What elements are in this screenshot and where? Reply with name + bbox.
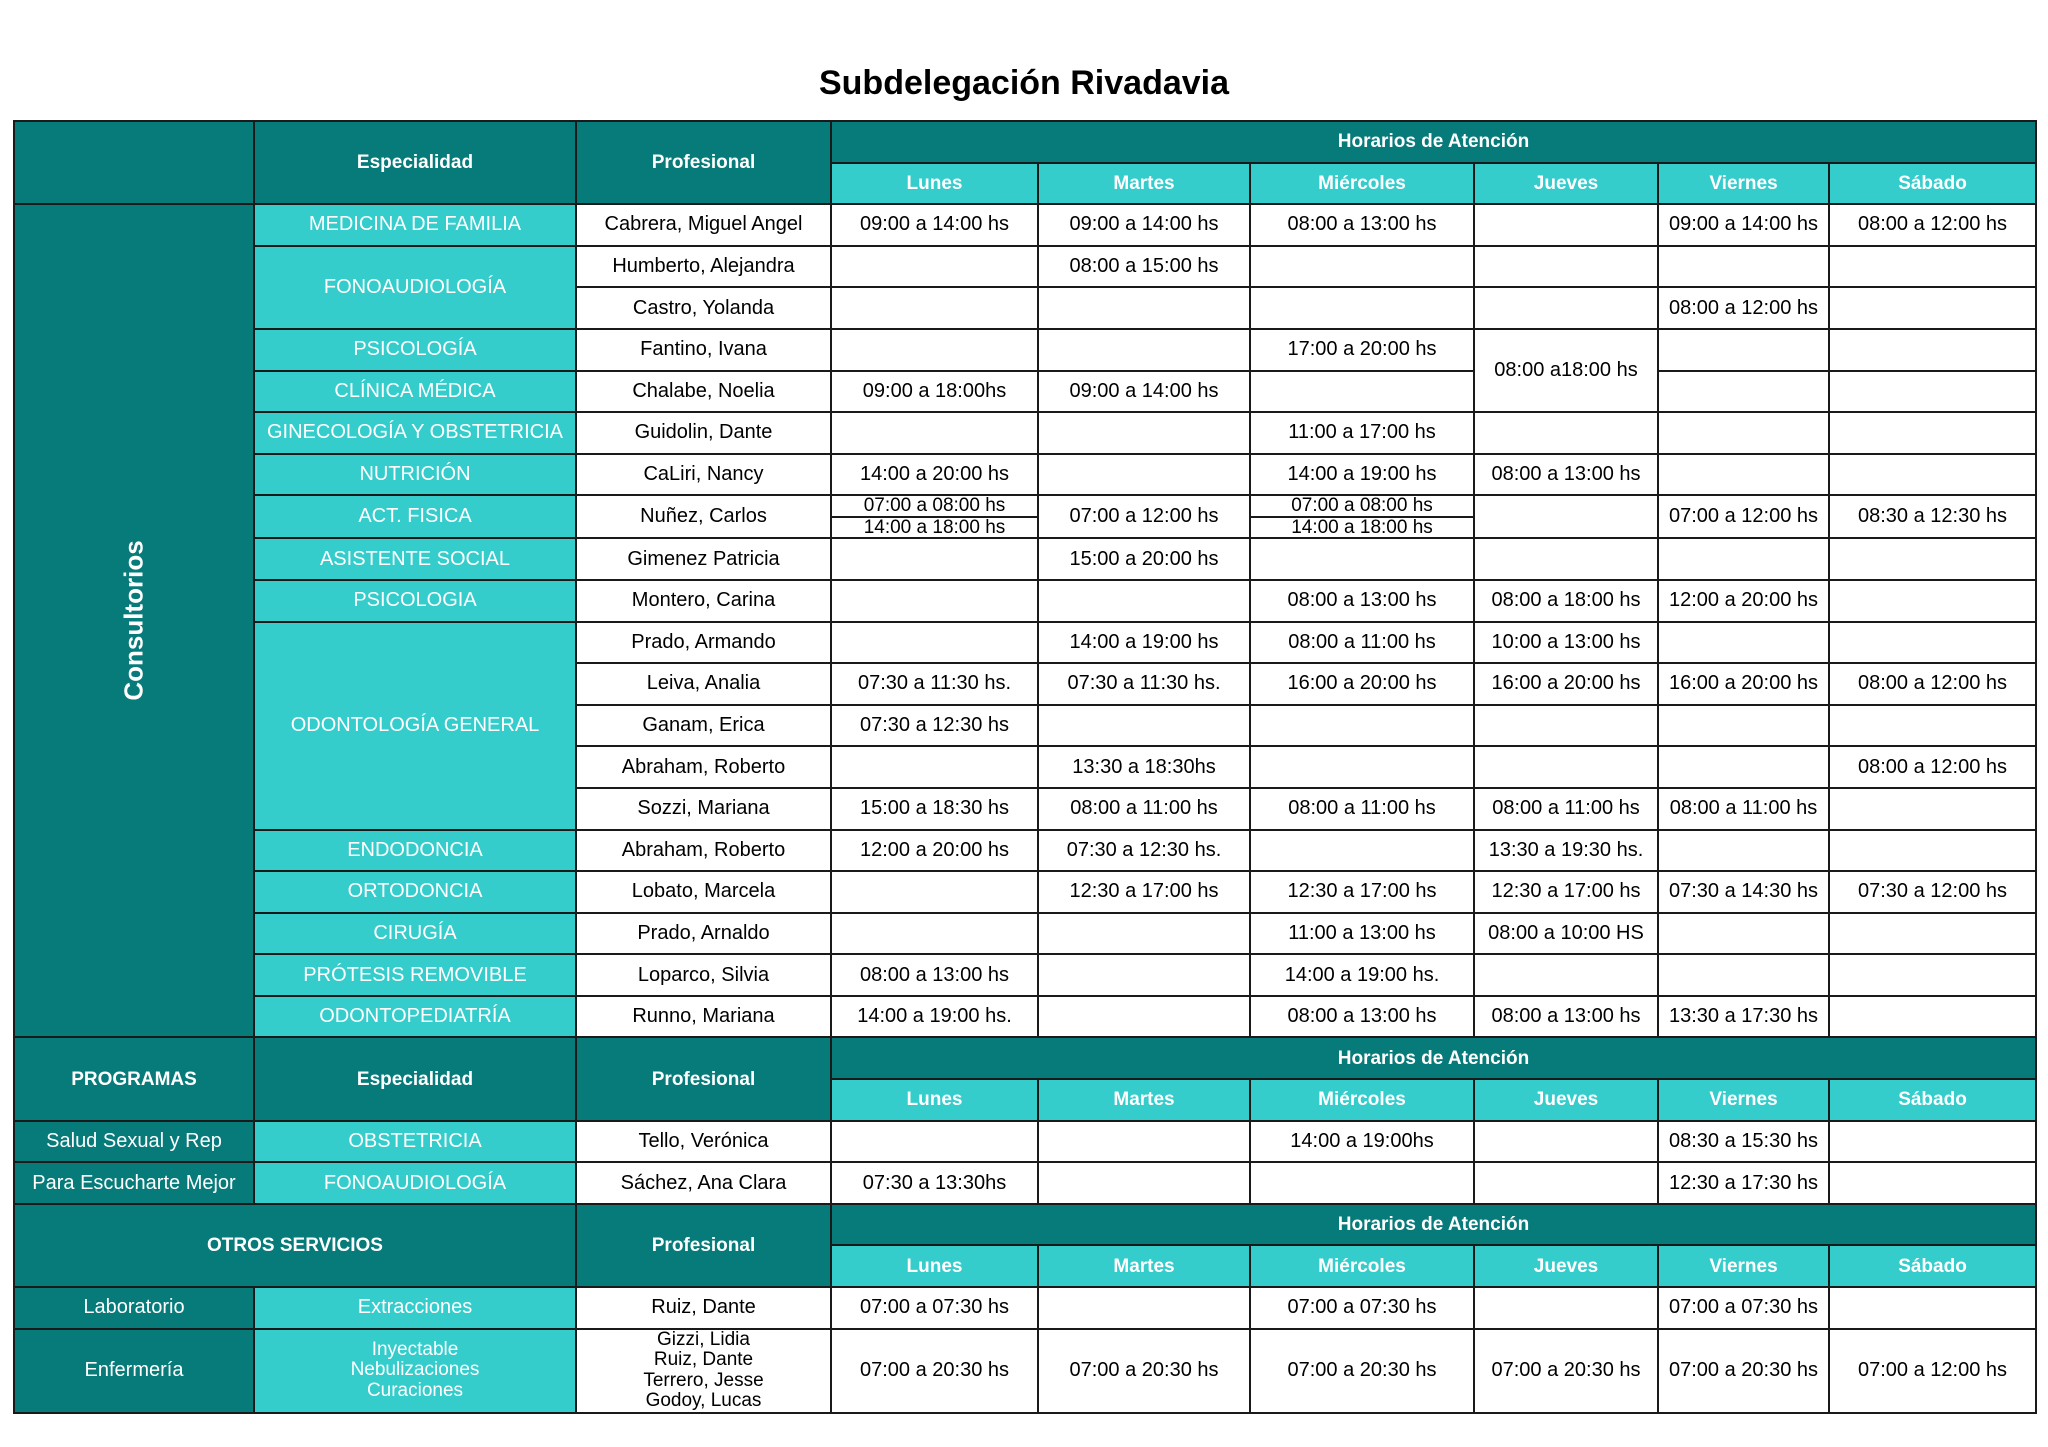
horario-cell: 11:00 a 13:00 hs [1250, 913, 1474, 955]
profesional-line: Gizzi, Lidia [657, 1328, 750, 1350]
profesional-cell: Prado, Arnaldo [576, 913, 831, 955]
horario-cell: 07:00 a 12:00 hs [1829, 1329, 2036, 1413]
horario-cell: 07:00 a 12:00 hs [1658, 495, 1829, 538]
horario-cell: 08:00 a 18:00 hs [1474, 580, 1658, 622]
profesional-header: Profesional [576, 121, 831, 204]
day-header: Miércoles [1250, 1245, 1474, 1287]
horarios-header: Horarios de Atención [831, 1037, 2036, 1079]
horario-cell [1038, 454, 1250, 496]
horario-cell: 12:30 a 17:00 hs [1474, 871, 1658, 913]
horario-cell [1829, 954, 2036, 996]
especialidad-cell: PRÓTESIS REMOVIBLE [254, 954, 576, 996]
table-row [14, 913, 2036, 955]
horario-cell [1829, 622, 2036, 664]
especialidad-line: Curaciones [366, 1379, 464, 1401]
horario-split: 07:00 a 08:00 hs [1251, 496, 1473, 518]
horario-cell: 08:00 a 13:00 hs [1474, 454, 1658, 496]
day-header: Jueves [1474, 163, 1658, 205]
horarios-header: Horarios de Atención [831, 121, 2036, 163]
consultorios-text: Consultorios [118, 540, 149, 701]
horario-cell [831, 622, 1038, 664]
day-header: Martes [1038, 1245, 1250, 1287]
horario-cell: 07:30 a 14:30 hs [1658, 871, 1829, 913]
profesional-cell: Tello, Verónica [576, 1121, 831, 1163]
horario-cell: 12:00 a 20:00 hs [831, 830, 1038, 872]
horario-cell [1829, 580, 2036, 622]
horario-cell: 08:00 a 13:00 hs [1250, 996, 1474, 1038]
servicio-name: Laboratorio [14, 1287, 254, 1329]
especialidad-line: Nebulizaciones [350, 1359, 480, 1381]
horario-cell: 08:00 a 10:00 HS [1474, 913, 1658, 955]
horario-cell: 08:00 a 13:00 hs [1250, 204, 1474, 246]
table-row [14, 329, 2036, 371]
horario-cell [1250, 246, 1474, 288]
horario-cell [1250, 371, 1474, 413]
horario-cell [1474, 954, 1658, 996]
horario-cell: 10:00 a 13:00 hs [1474, 622, 1658, 664]
especialidad-line: Inyectable [371, 1338, 459, 1360]
horario-cell: 08:30 a 12:30 hs [1829, 495, 2036, 538]
horario-cell [1829, 287, 2036, 329]
horario-cell: 14:00 a 19:00hs [1250, 1121, 1474, 1163]
horario-cell [1658, 954, 1829, 996]
horario-cell: 13:30 a 18:30hs [1038, 746, 1250, 788]
especialidad-cell: ODONTOLOGÍA GENERAL [254, 622, 576, 830]
profesional-cell: Castro, Yolanda [576, 287, 831, 329]
table-row [14, 495, 2036, 538]
programa-row [14, 1121, 2036, 1163]
profesional-cell: Chalabe, Noelia [576, 371, 831, 413]
horario-cell [1474, 1121, 1658, 1163]
day-header: Jueves [1474, 1079, 1658, 1121]
horario-cell [1250, 746, 1474, 788]
horario-cell [1474, 538, 1658, 580]
especialidad-cell: CIRUGÍA [254, 913, 576, 955]
horario-cell [1658, 329, 1829, 371]
profesional-header: Profesional [576, 1037, 831, 1120]
horario-cell [1250, 495, 1474, 538]
horario-cell [831, 1121, 1038, 1163]
horario-cell [1658, 538, 1829, 580]
horario-cell [831, 287, 1038, 329]
especialidad-cell: PSICOLOGÍA [254, 329, 576, 371]
horario-cell: 09:00 a 14:00 hs [1038, 204, 1250, 246]
horario-cell [1038, 329, 1250, 371]
table-row [14, 412, 2036, 454]
consultorios-label [14, 204, 254, 1037]
horario-cell [1829, 246, 2036, 288]
horario-cell: 16:00 a 20:00 hs [1250, 663, 1474, 705]
horario-cell: 07:00 a 20:30 hs [1658, 1329, 1829, 1413]
table-row [14, 622, 2036, 664]
servicio-row [14, 1329, 2036, 1413]
especialidad-header: Especialidad [254, 1037, 576, 1120]
horario-cell [1829, 705, 2036, 747]
day-header: Viernes [1658, 1079, 1829, 1121]
horario-cell: 12:00 a 20:00 hs [1658, 580, 1829, 622]
especialidad-cell: FONOAUDIOLOGÍA [254, 246, 576, 329]
horario-cell [1829, 1287, 2036, 1329]
table-row [14, 454, 2036, 496]
horario-cell: 07:30 a 11:30 hs. [1038, 663, 1250, 705]
day-header: Sábado [1829, 163, 2036, 205]
day-header: Lunes [831, 163, 1038, 205]
profesional-cell: Nuñez, Carlos [576, 495, 831, 538]
horario-cell: 07:00 a 20:30 hs [831, 1329, 1038, 1413]
horario-cell: 13:30 a 19:30 hs. [1474, 830, 1658, 872]
horario-cell: 14:00 a 19:00 hs [1250, 454, 1474, 496]
profesional-cell: Montero, Carina [576, 580, 831, 622]
horario-cell [1474, 204, 1658, 246]
horario-cell [831, 871, 1038, 913]
day-header: Viernes [1658, 163, 1829, 205]
horario-cell: 07:30 a 12:30 hs. [1038, 830, 1250, 872]
horario-split: 14:00 a 18:00 hs [863, 516, 1006, 538]
horario-cell: 14:00 a 19:00 hs. [1250, 954, 1474, 996]
horario-cell: 08:00 a 11:00 hs [1038, 788, 1250, 830]
horario-cell [1829, 830, 2036, 872]
programa-row [14, 1162, 2036, 1204]
profesional-cell: Sáchez, Ana Clara [576, 1162, 831, 1204]
horario-cell: 11:00 a 17:00 hs [1250, 412, 1474, 454]
horario-split: 07:00 a 08:00 hs [832, 496, 1037, 518]
horario-cell [1250, 830, 1474, 872]
profesional-cell: Leiva, Analia [576, 663, 831, 705]
especialidad-cell: ORTODONCIA [254, 871, 576, 913]
profesional-cell [576, 1329, 831, 1413]
profesional-cell: CaLiri, Nancy [576, 454, 831, 496]
horario-cell: 12:30 a 17:00 hs [1038, 871, 1250, 913]
horario-cell: 08:00 a 11:00 hs [1474, 788, 1658, 830]
horario-cell [1474, 1162, 1658, 1204]
header-blank [14, 121, 254, 204]
day-header: Lunes [831, 1245, 1038, 1287]
profesional-cell: Loparco, Silvia [576, 954, 831, 996]
table-row [14, 371, 2036, 413]
horario-cell [831, 538, 1038, 580]
horario-cell [1474, 746, 1658, 788]
programas-header: PROGRAMAS [14, 1037, 254, 1120]
profesional-cell: Runno, Mariana [576, 996, 831, 1038]
horario-cell: 08:00 a 12:00 hs [1829, 663, 2036, 705]
horario-cell: 08:00 a 11:00 hs [1250, 622, 1474, 664]
profesional-cell: Humberto, Alejandra [576, 246, 831, 288]
profesional-header: Profesional [576, 1204, 831, 1287]
horario-cell [1038, 1287, 1250, 1329]
profesional-cell: Guidolin, Dante [576, 412, 831, 454]
horario-cell: 07:00 a 12:00 hs [1038, 495, 1250, 538]
horario-cell [1038, 954, 1250, 996]
servicio-row [14, 1287, 2036, 1329]
horario-cell [1658, 246, 1829, 288]
horario-cell: 17:00 a 20:00 hs [1250, 329, 1474, 371]
horario-cell: 15:00 a 18:30 hs [831, 788, 1038, 830]
horario-cell: 07:00 a 20:30 hs [1474, 1329, 1658, 1413]
horario-cell [1829, 1162, 2036, 1204]
horario-cell [1829, 538, 2036, 580]
especialidad-cell: ACT. FISICA [254, 495, 576, 538]
profesional-cell: Ganam, Erica [576, 705, 831, 747]
horario-cell [1658, 412, 1829, 454]
horario-cell [831, 746, 1038, 788]
horario-cell: 16:00 a 20:00 hs [1658, 663, 1829, 705]
horario-cell: 08:00 a 15:00 hs [1038, 246, 1250, 288]
programa-cell: Para Escucharte Mejor [14, 1162, 254, 1204]
header-row [14, 1204, 2036, 1246]
horario-cell: 08:00 a 12:00 hs [1658, 287, 1829, 329]
header-row [14, 121, 2036, 163]
horario-cell [1038, 1121, 1250, 1163]
especialidad-cell: CLÍNICA MÉDICA [254, 371, 576, 413]
horario-cell [1474, 1287, 1658, 1329]
especialidad-cell: MEDICINA DE FAMILIA [254, 204, 576, 246]
schedule-table [13, 120, 2037, 1414]
profesional-cell: Abraham, Roberto [576, 746, 831, 788]
servicio-name: Enfermería [14, 1329, 254, 1413]
horario-cell [1250, 287, 1474, 329]
page-title: Subdelegación Rivadavia [818, 64, 1230, 102]
especialidad-cell: FONOAUDIOLOGÍA [254, 1162, 576, 1204]
horario-cell [831, 329, 1038, 371]
profesional-cell: Abraham, Roberto [576, 830, 831, 872]
table-row [14, 204, 2036, 246]
especialidad-header: Especialidad [254, 121, 576, 204]
profesional-line: Terrero, Jesse [643, 1369, 764, 1391]
horario-cell [1038, 705, 1250, 747]
horario-cell: 07:30 a 11:30 hs. [831, 663, 1038, 705]
profesional-cell: Lobato, Marcela [576, 871, 831, 913]
horario-cell [1658, 746, 1829, 788]
horario-cell [1829, 913, 2036, 955]
horario-cell: 09:00 a 14:00 hs [831, 204, 1038, 246]
day-header: Jueves [1474, 1245, 1658, 1287]
day-header: Lunes [831, 1079, 1038, 1121]
horario-cell [1038, 913, 1250, 955]
especialidad-cell [254, 1329, 576, 1413]
horario-cell: 08:30 a 15:30 hs [1658, 1121, 1829, 1163]
horario-cell: 09:00 a 14:00 hs [1038, 371, 1250, 413]
horario-cell [1658, 830, 1829, 872]
horario-cell [1038, 412, 1250, 454]
day-header: Martes [1038, 1079, 1250, 1121]
horario-cell: 07:30 a 13:30hs [831, 1162, 1038, 1204]
day-header: Miércoles [1250, 1079, 1474, 1121]
programa-cell: Salud Sexual y Rep [14, 1121, 254, 1163]
horario-cell: 07:00 a 07:30 hs [831, 1287, 1038, 1329]
horario-cell: 13:30 a 17:30 hs [1658, 996, 1829, 1038]
horario-cell [1474, 246, 1658, 288]
profesional-cell: Gimenez Patricia [576, 538, 831, 580]
profesional-cell: Prado, Armando [576, 622, 831, 664]
horario-cell: 08:00 a 13:00 hs [1250, 580, 1474, 622]
horario-cell: 14:00 a 19:00 hs [1038, 622, 1250, 664]
especialidad-cell: OBSTETRICIA [254, 1121, 576, 1163]
horario-cell [1038, 996, 1250, 1038]
day-header: Sábado [1829, 1245, 2036, 1287]
horario-cell: 09:00 a 18:00hs [831, 371, 1038, 413]
horario-cell [1829, 454, 2036, 496]
horario-cell: 14:00 a 19:00 hs. [831, 996, 1038, 1038]
horario-cell: 12:30 a 17:30 hs [1658, 1162, 1829, 1204]
table-row [14, 871, 2036, 913]
horario-cell: 16:00 a 20:00 hs [1474, 663, 1658, 705]
horario-cell [831, 412, 1038, 454]
especialidad-cell: ENDODONCIA [254, 830, 576, 872]
otros-servicios-header: OTROS SERVICIOS [14, 1204, 576, 1287]
horario-cell: 07:00 a 07:30 hs [1658, 1287, 1829, 1329]
horario-cell [1829, 412, 2036, 454]
horario-cell [1474, 287, 1658, 329]
day-header: Sábado [1829, 1079, 2036, 1121]
horario-cell [1038, 580, 1250, 622]
especialidad-cell: PSICOLOGIA [254, 580, 576, 622]
horario-cell: 07:30 a 12:00 hs [1829, 871, 2036, 913]
horario-cell: 07:00 a 20:30 hs [1250, 1329, 1474, 1413]
horario-cell [1829, 1121, 2036, 1163]
table-row [14, 996, 2036, 1038]
horario-cell: 08:00 a 13:00 hs [831, 954, 1038, 996]
horario-cell: 12:30 a 17:00 hs [1250, 871, 1474, 913]
table-row [14, 954, 2036, 996]
horario-cell: 08:00 a 12:00 hs [1829, 746, 2036, 788]
horario-cell [831, 913, 1038, 955]
especialidad-cell: Extracciones [254, 1287, 576, 1329]
horario-cell: 14:00 a 20:00 hs [831, 454, 1038, 496]
horario-cell [831, 246, 1038, 288]
horario-cell [1038, 1162, 1250, 1204]
horario-cell: 07:00 a 20:30 hs [1038, 1329, 1250, 1413]
table-row [14, 830, 2036, 872]
table-row [14, 246, 2036, 288]
horario-cell [1658, 371, 1829, 413]
profesional-line: Godoy, Lucas [645, 1390, 762, 1412]
horario-cell [1658, 705, 1829, 747]
especialidad-cell: GINECOLOGÍA Y OBSTETRICIA [254, 412, 576, 454]
profesional-cell: Cabrera, Miguel Angel [576, 204, 831, 246]
horario-cell [831, 495, 1038, 538]
horario-cell [1658, 454, 1829, 496]
horario-cell [1829, 788, 2036, 830]
horario-cell: 09:00 a 14:00 hs [1658, 204, 1829, 246]
especialidad-cell: NUTRICIÓN [254, 454, 576, 496]
day-header: Viernes [1658, 1245, 1829, 1287]
horario-cell [1250, 1162, 1474, 1204]
horario-cell [1658, 622, 1829, 664]
horario-split: 14:00 a 18:00 hs [1291, 516, 1433, 538]
horario-cell [1474, 705, 1658, 747]
profesional-cell: Sozzi, Mariana [576, 788, 831, 830]
profesional-cell: Fantino, Ivana [576, 329, 831, 371]
horario-cell: 08:00 a 12:00 hs [1829, 204, 2036, 246]
especialidad-cell: ODONTOPEDIATRÍA [254, 996, 576, 1038]
especialidad-cell: ASISTENTE SOCIAL [254, 538, 576, 580]
table-row [14, 580, 2036, 622]
profesional-cell: Ruiz, Dante [576, 1287, 831, 1329]
horario-cell [1474, 412, 1658, 454]
horario-cell [1658, 913, 1829, 955]
horario-cell [1829, 371, 2036, 413]
horario-cell: 08:00 a18:00 hs [1474, 329, 1658, 412]
horario-cell: 08:00 a 13:00 hs [1474, 996, 1658, 1038]
horario-cell: 07:00 a 07:30 hs [1250, 1287, 1474, 1329]
horario-cell: 08:00 a 11:00 hs [1250, 788, 1474, 830]
day-header: Miércoles [1250, 163, 1474, 205]
horario-cell: 07:30 a 12:30 hs [831, 705, 1038, 747]
horario-cell [1038, 287, 1250, 329]
day-header: Martes [1038, 163, 1250, 205]
table-row [14, 538, 2036, 580]
horario-cell [1829, 996, 2036, 1038]
horario-cell [831, 580, 1038, 622]
horario-cell [1250, 538, 1474, 580]
horario-cell [1829, 329, 2036, 371]
horario-cell [1250, 705, 1474, 747]
horarios-header: Horarios de Atención [831, 1204, 2036, 1246]
horario-cell: 15:00 a 20:00 hs [1038, 538, 1250, 580]
profesional-line: Ruiz, Dante [653, 1349, 754, 1371]
header-row [14, 1037, 2036, 1079]
horario-cell [1474, 495, 1658, 538]
horario-cell: 08:00 a 11:00 hs [1658, 788, 1829, 830]
